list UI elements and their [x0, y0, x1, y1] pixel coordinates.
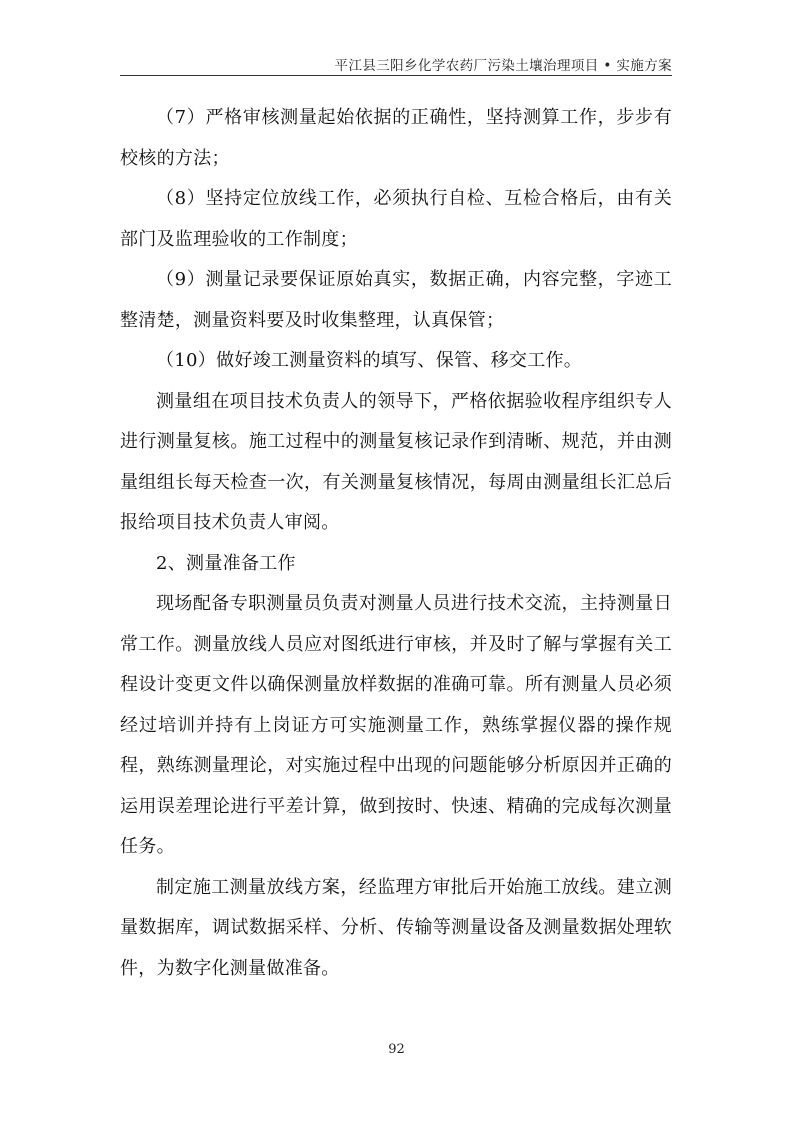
- paragraph-preparation: 现场配备专职测量员负责对测量人员进行技术交流，主持测量日常工作。测量放线人员应对图纸进行审核，并及时了解与掌握有关工程设计变更文件以确保测量放样数据的准确可靠。所有测量人员必须经过培训并持有上岗证方可实施测量工作，熟练掌握仪器的操作规程，熟练测量理论，对实施过程中出现的问题能够分析原因并正确的运用误差理论进行平差计算，做到按时、快速、精确的完成每次测量任务。: [120, 593, 672, 857]
- page-number: 92: [388, 1042, 405, 1057]
- paragraph-item-7: （7）严格审核测量起始依据的正确性，坚持测算工作，步步有校核的方法；: [120, 107, 672, 169]
- paragraph-item-9: （9）测量记录要保证原始真实，数据正确，内容完整，字迹工整清楚，测量资料要及时收集整理，认真保管；: [120, 269, 672, 331]
- paragraph-item-8: （8）坚持定位放线工作，必须执行自检、互检合格后，由有关部门及监理验收的工作制度；: [120, 188, 672, 250]
- header-divider: [120, 75, 672, 76]
- document-body: [120, 98, 672, 989]
- section-heading: 2、测量准备工作: [156, 552, 296, 574]
- paragraph-item-10: （10）做好竣工测量资料的填写、保管、移交工作。: [156, 350, 583, 371]
- running-header: 平江县三阳乡化学农药厂污染土壤治理项目 • 实施方案: [334, 58, 672, 74]
- paragraph-review: 测量组在项目技术负责人的领导下，严格依据验收程序组织专人进行测量复核。施工过程中的测量复核记录作到清晰、规范，并由测量组组长每天检查一次，有关测量复核情况，每周由测量组长汇总后报给项目技术负责人审阅。: [120, 390, 672, 533]
- paragraph-plan: 制定施工测量放线方案，经监理方审批后开始施工放线。建立测量数据库，调试数据采样、分析、传输等测量设备及测量数据处理软件，为数字化测量做准备。: [120, 876, 672, 979]
